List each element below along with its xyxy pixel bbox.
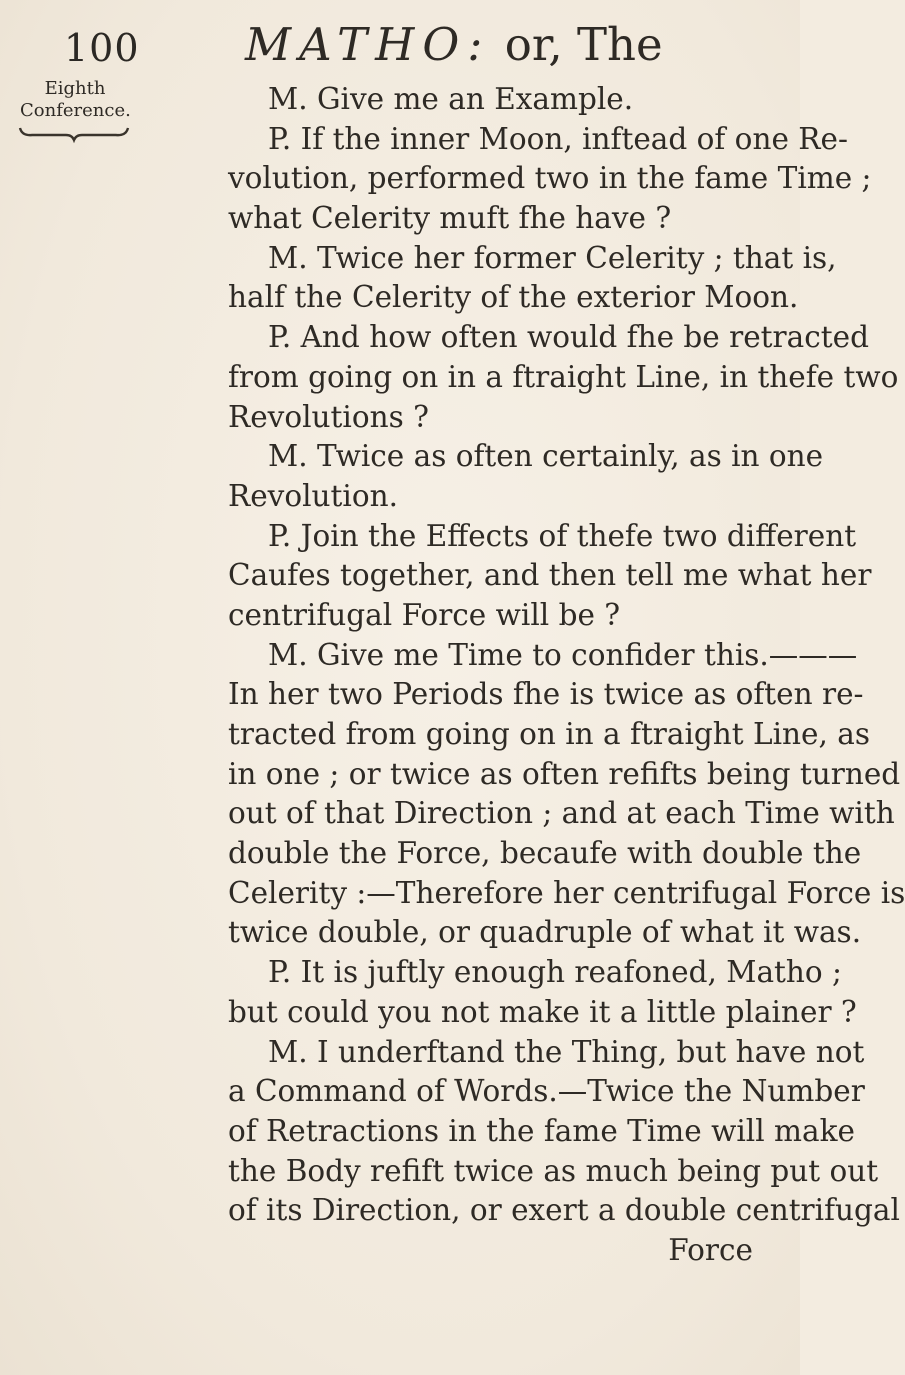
text-line: P. If the inner Moon, inftead of one Re- — [268, 121, 848, 156]
text-line: M. Twice her former Celerity ; that is, — [268, 240, 837, 275]
margin-note-line: Conference. — [20, 100, 131, 121]
text-line: Caufes together, and then tell me what her — [228, 558, 872, 593]
body-text — [228, 80, 905, 1271]
text-line: double the Force, becaufe with double the — [228, 836, 862, 871]
text-line: volution, performed two in the fame Time ; — [228, 161, 872, 196]
margin-note-line: Eighth — [44, 78, 106, 99]
running-title-main: MATHO: — [245, 18, 491, 71]
text-line: the Body refift twice as much being put out — [228, 1153, 879, 1188]
text-line: M. I underftand the Thing, but have not — [268, 1034, 865, 1069]
text-line: Revolutions ? — [228, 399, 429, 434]
text-line: of Retractions in the fame Time will make — [228, 1113, 855, 1148]
text-line: out of that Direction ; and at each Time with — [228, 796, 895, 831]
page-number: 100 — [64, 26, 140, 70]
text-line: a Command of Words.—Twice the Number — [228, 1074, 865, 1109]
page-header — [0, 18, 800, 78]
text-line: half the Celerity of the exterior Moon. — [228, 280, 799, 315]
text-line: P. And how often would fhe be retracted — [268, 320, 869, 355]
text-line: M. Twice as often certainly, as in one — [268, 439, 824, 474]
text-line: P. It is juftly enough reafoned, Matho ; — [268, 955, 842, 990]
text-line: P. Join the Effects of thefe two different — [268, 518, 857, 553]
text-line: of its Direction, or exert a double centrifugal — [228, 1193, 900, 1228]
text-line: In her two Periods fhe is twice as often re- — [228, 677, 864, 712]
margin-brace-ornament — [18, 124, 130, 142]
text-line: what Celerity muft fhe have ? — [228, 201, 672, 236]
text-line: centrifugal Force will be ? — [228, 597, 621, 632]
text-line: tracted from going on in a ftraight Line, as — [228, 717, 870, 751]
margin-note — [20, 78, 130, 122]
running-title-sub: or, The — [490, 18, 663, 71]
running-title — [245, 18, 663, 71]
text-line: Revolution. — [228, 478, 398, 513]
catchword: Force — [668, 1232, 753, 1267]
text-line: but could you not make it a little plainer ? — [228, 994, 857, 1029]
text-line: twice double, or quadruple of what it was. — [228, 915, 862, 950]
text-line: Celerity :—Therefore her centrifugal Force is — [228, 875, 905, 910]
text-line: from going on in a ftraight Line, in thefe two — [228, 359, 899, 394]
text-line: in one ; or twice as often refifts being turned — [228, 756, 901, 791]
text-line: M. Give me Time to confider this.——— — [268, 637, 858, 672]
text-line: M. Give me an Example. — [268, 82, 634, 116]
